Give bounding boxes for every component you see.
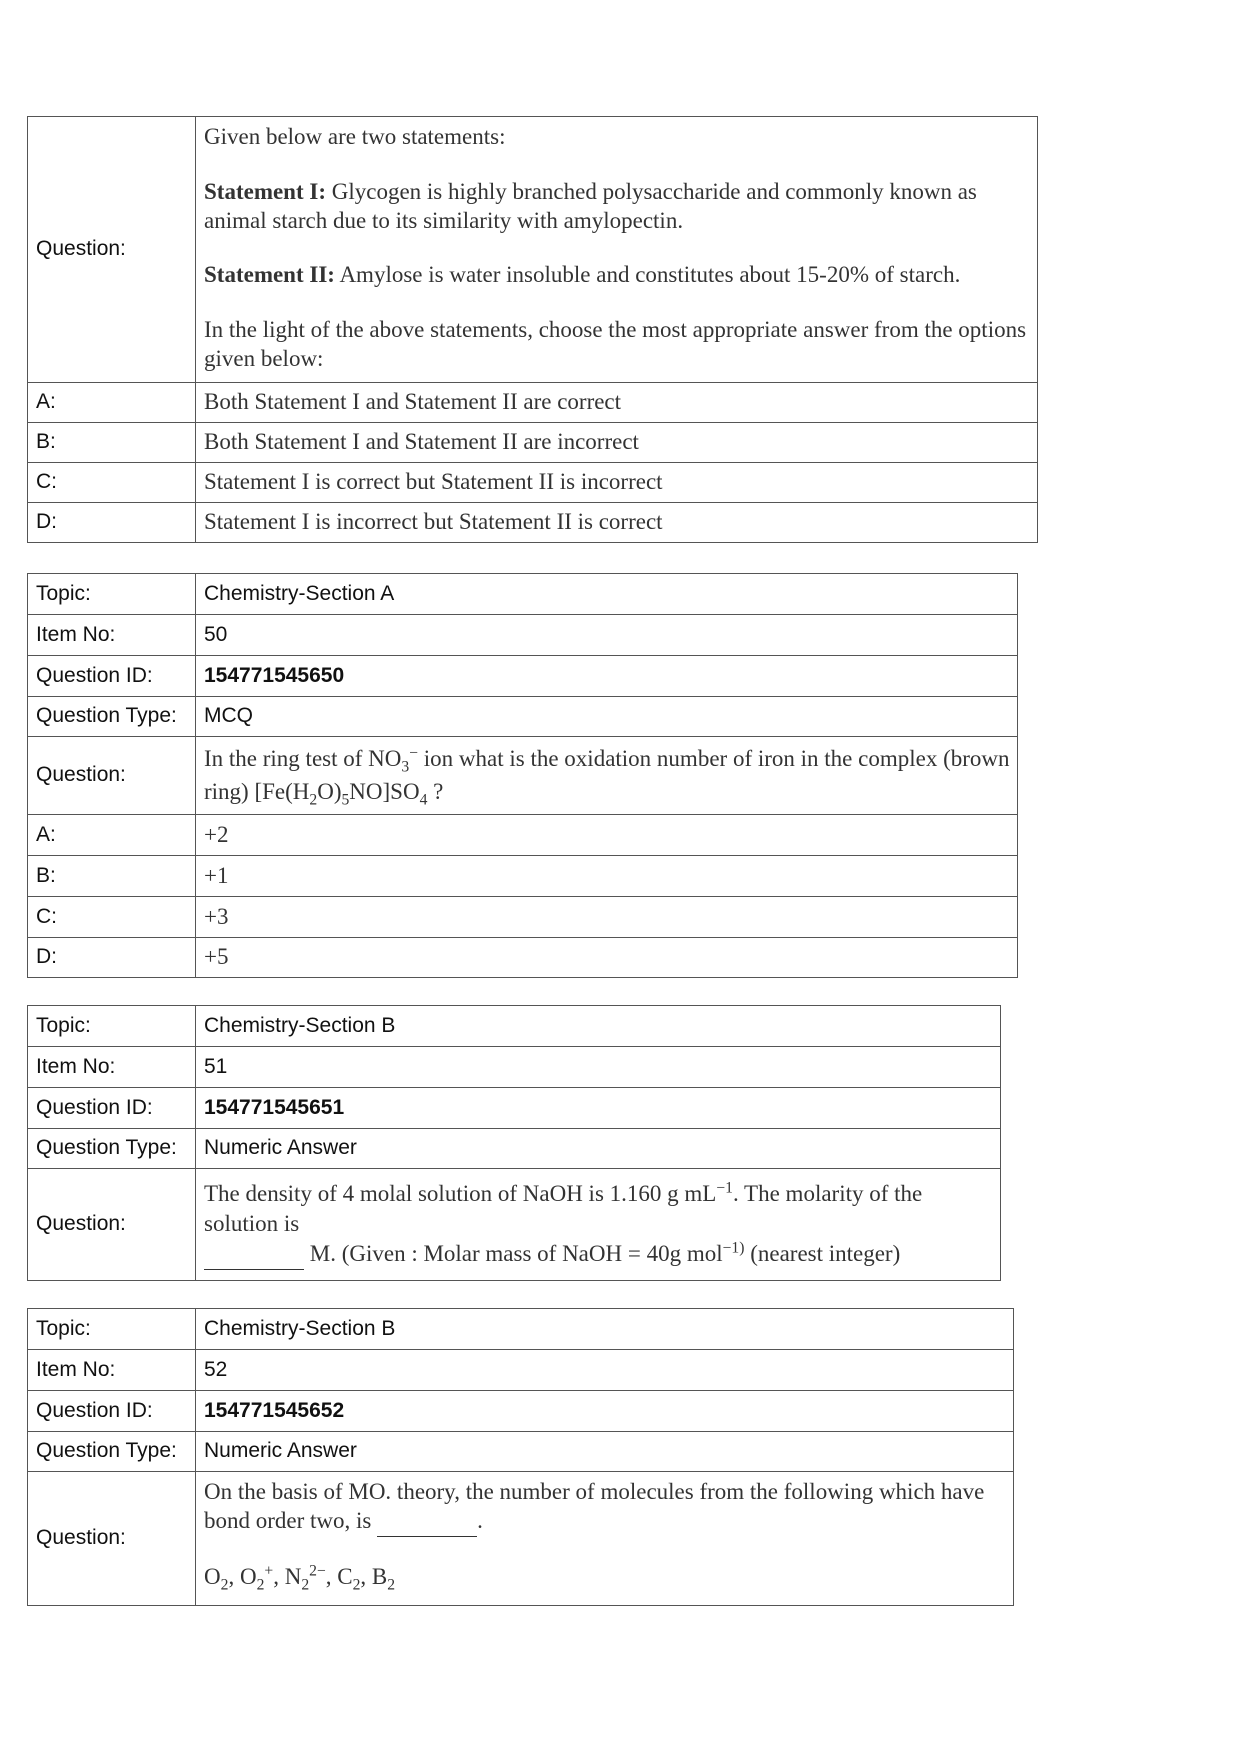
option-text-a: Both Statement I and Statement II are correct — [196, 383, 1038, 423]
question-type-value: MCQ — [196, 697, 1018, 737]
item-no-label: Item No: — [28, 1350, 196, 1391]
question-type-value: Numeric Answer — [196, 1129, 1001, 1169]
question-line: On the basis of MO. theory, the number of molecules from the following which have bond order two, is . — [204, 1478, 1013, 1537]
option-text-d: Statement I is incorrect but Statement II is correct — [196, 503, 1038, 543]
statement-1 — [204, 178, 1037, 236]
question-type-label: Question Type: — [28, 1432, 196, 1472]
statement-1-label: Statement I: — [204, 178, 326, 204]
question-text: In the ring test of $NO_3^-$ ion what is the oxidation number of iron in the complex (brown ring) $[Fe(H_2O)_5NO]SO_4$ ? — [196, 737, 1018, 815]
question-id-value: 154771545651 — [196, 1088, 1001, 1129]
item-no-label: Item No: — [28, 1047, 196, 1088]
question-closing: In the light of the above statements, choose the most appropriate answer from the options given below: — [204, 317, 1027, 371]
question-type-label: Question Type: — [28, 1129, 196, 1169]
question-text — [196, 117, 1038, 383]
topic-label: Topic: — [28, 1006, 196, 1047]
question-type-value: Numeric Answer — [196, 1432, 1014, 1472]
question-id-value: 154771545650 — [196, 656, 1018, 697]
statement-2-text: Amylose is water insoluble and constitutes about 15-20% of starch. — [339, 262, 961, 288]
topic-value: Chemistry-Section B — [196, 1309, 1014, 1350]
question-id-value: 154771545652 — [196, 1391, 1014, 1432]
statement-1-text: Glycogen is highly branched polysaccharide and commonly known as animal starch due to its similarity with amylopectin. — [204, 178, 977, 233]
question-type-label: Question Type: — [28, 697, 196, 737]
option-label-c: C: — [28, 897, 196, 938]
question-table-2 — [27, 573, 1018, 978]
option-label-b: B: — [28, 856, 196, 897]
question-text: The density of 4 molal solution of NaOH is 1.160 g $mL^{-1}$. The molarity of the solution is M. (Given : Molar mass of NaOH = 40g mol$^{-1)}$ (nearest integer) — [196, 1169, 1001, 1281]
item-no-value: 51 — [196, 1047, 1001, 1088]
question-label: Question: — [28, 1472, 196, 1606]
topic-label: Topic: — [28, 574, 196, 615]
option-text-b: +1 — [196, 856, 1018, 897]
answer-blank — [377, 1507, 477, 1537]
question-table-1 — [27, 116, 1038, 543]
question-id-label: Question ID: — [28, 1391, 196, 1432]
option-text-c: Statement I is correct but Statement II is incorrect — [196, 463, 1038, 503]
option-label-d: D: — [28, 503, 196, 543]
question-intro: Given below are two statements: — [204, 124, 506, 149]
option-text-d: +5 — [196, 938, 1018, 978]
topic-value: Chemistry-Section B — [196, 1006, 1001, 1047]
molecule-list: $O_2$, $O_2^+$, $N_2^{2-}$, $C_2$, $B_2$ — [204, 1561, 396, 1594]
topic-label: Topic: — [28, 1309, 196, 1350]
option-label-b: B: — [28, 423, 196, 463]
option-label-a: A: — [28, 815, 196, 856]
option-label-d: D: — [28, 938, 196, 978]
option-text-b: Both Statement I and Statement II are incorrect — [196, 423, 1038, 463]
answer-blank — [204, 1239, 304, 1270]
option-text-c: +3 — [196, 897, 1018, 938]
question-id-label: Question ID: — [28, 656, 196, 697]
question-label: Question: — [28, 117, 196, 383]
statement-2-label: Statement II: — [204, 262, 335, 288]
item-no-value: 50 — [196, 615, 1018, 656]
item-no-value: 52 — [196, 1350, 1014, 1391]
statement-2 — [204, 261, 1037, 290]
question-text — [196, 1472, 1014, 1606]
question-table-4 — [27, 1308, 1014, 1606]
option-text-a: +2 — [196, 815, 1018, 856]
question-label: Question: — [28, 1169, 196, 1281]
question-id-label: Question ID: — [28, 1088, 196, 1129]
question-table-3 — [27, 1005, 1001, 1281]
option-label-a: A: — [28, 383, 196, 423]
item-no-label: Item No: — [28, 615, 196, 656]
option-label-c: C: — [28, 463, 196, 503]
topic-value: Chemistry-Section A — [196, 574, 1018, 615]
question-label: Question: — [28, 737, 196, 815]
